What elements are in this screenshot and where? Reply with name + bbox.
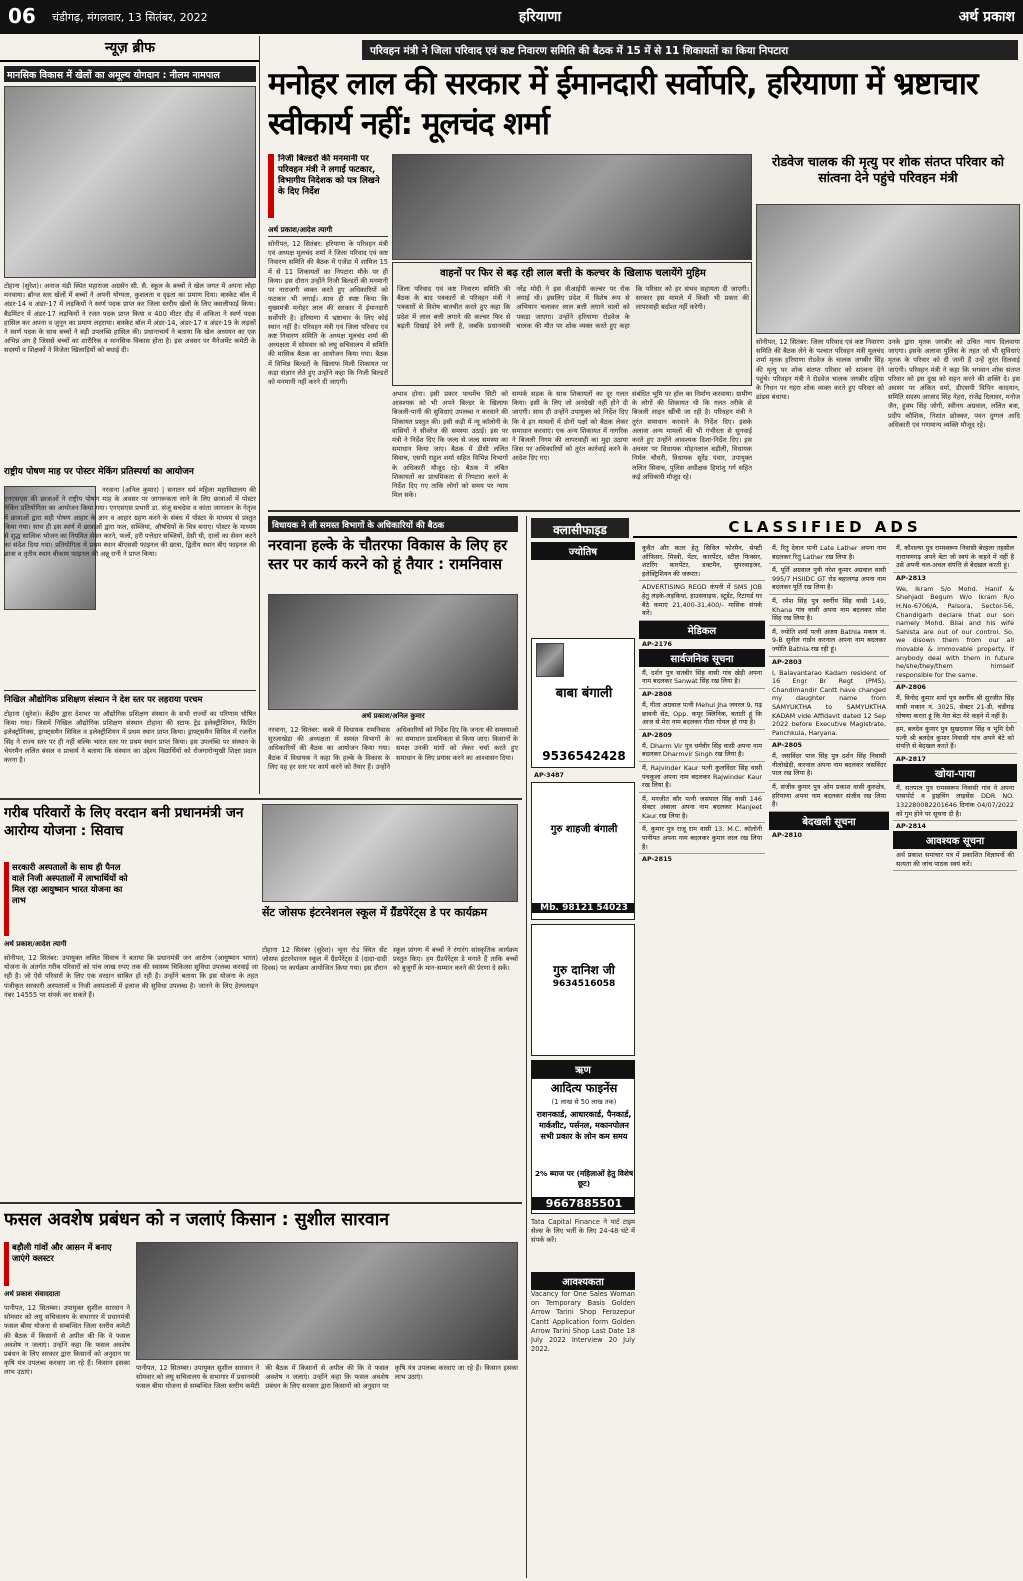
ayushman-headline: गरीब परिवारों के लिए वरदान बनी प्रधानमंत्री जन आरोग्य योजना : सिवाच	[4, 805, 244, 839]
aditya-finance-ad	[531, 1078, 635, 1214]
classified-item: मैं, संजीव कुमार पुत्र ओम प्रकाश वासी कुरुक्षेत्र, हरियाणा अपना नाम बदलकर संजीव रख लिया है।	[769, 781, 889, 812]
baba-bangali-ad	[531, 638, 635, 768]
classified-item: मैं, रमेश सिंह पुत्र स्वर्गीय सिंह वासी 149, Khana गांव वासी अपना नाम बदलकर रमेश सिंह रख लिया है।	[769, 595, 889, 626]
aditya-range: (1 लाख से 50 लाख तक)	[551, 1098, 617, 1106]
meeting-photo	[392, 154, 752, 260]
baba-phone: 9536542428	[542, 749, 626, 763]
roadways-body1: सोनीपत, 12 सितंबर: जिला परिवाद एवं कष्ट निवारण समिति की बैठक लेने के पश्चात परिवहन मंत्री मूलचंद शर्मा मृतक हरियाणा रोडवेज के चालक जगबीर सिंह की मृत्यु पर शोक संतप्त परिवार को सांत्वना देने पहुंचे। परिवहन मंत्री ने रोडवेज चालक जगबीर दहिया के निधन पर गहरा शोक व्यक्त करते हुए परिवार को ढांढस बंधाया।	[756, 338, 884, 402]
ad-code: AP-2806	[896, 683, 926, 692]
classified-item: मैं, पूर्ति अग्रवाल पुत्री नरेश कुमार अग्रवाल वासी 995/7 HSIIDC GT रोड बहालगढ़ अपना नाम बदलकर पूर्ति रख लिया है।	[769, 564, 889, 595]
public-notice-heading: सार्वजनिक सूचना	[639, 649, 765, 667]
parali-headline: फसल अवशेष प्रबंधन को न जलाएं किसान : सुशील सारवान	[4, 1210, 390, 1230]
narwana-kicker: विधायक ने ली समस्त विभागों के अधिकारियों की बैठक	[268, 516, 518, 532]
ad-code: AP-3487	[534, 771, 564, 779]
school-body: टोहाना 12 सितंबर (सुरेश)। भूना रोड स्थित सेंट जोसफ इंटरनेशनल स्कूल में ग्रैंडपेरेंट्स डे (दादा-दादी दिवस) पर कार्यक्रम आयोजित किया गया। इस दौरान स्कूल प्रांगण में बच्चों ने रंगारंग सांस्कृतिक कार्यक्रम प्रस्तुत किए। हम ग्रैंडपेरेंट्स डे मनाते हैं ताकि बच्चों को बुजुर्गों के मान-सम्मान करने की प्रेरणा दे सकें।	[262, 946, 518, 973]
ad-code: AP-2805	[772, 741, 802, 750]
aditya-phone: 9667885501	[532, 1197, 635, 1210]
classified-item: मैं, Rajvinder Kaur पत्नी कुलविंदर सिंह वासी पंचकुला अपना नाम बदलकर Rajwinder Kaur रख लिया है।	[639, 762, 765, 793]
lal-batti-body: जिला परिवाद एवं कष्ट निवारण समिति की बैठक के बाद पत्रकारों से परिवहन मंत्री ने पत्रकारों से विशेष बातचीत करते हुए कहा कि प्रदेश में लाल बत्ती लगाने की कल्चर फिर से बढ़ती दिखाई देने लगी है, जबकि प्रधानमंत्री नरेंद्र मोदी ने इस वीआईपी कल्चर पर रोक लगाई थी। इसलिए प्रदेश में विशेष रूप से अभियान चलाकर लाल बत्ती लगाने वालों को पकड़ा जाएगा। उन्होंने हरियाणा रोडवेज के चालक की मौत पर शोक व्यक्त करते हुए कहा कि परिवार को हर संभव सहायता दी जाएगी। सरकार इस मामले में किसी भी प्रकार की लापरवाही बर्दाश्त नहीं करेगी।	[397, 285, 749, 330]
dateline: चंडीगढ़, मंगलवार, 13 सितंबर, 2022	[52, 11, 208, 24]
parali-meeting-photo	[136, 1242, 518, 1360]
baba-name: बाबा बंगाली	[555, 686, 613, 701]
classified-item: मैं, गीता अग्रवाल पत्नी Mehul Jha जनरल 9, गढ़ छावनी सेंट, Opp. कपूर क्लिनिक, बताती हूं कि आज से मेरा नाम बदलकर गीता गोयल हो गया है।	[639, 699, 765, 730]
ayushman-body: सोनीपत, 12 सितंबर: उपायुक्त ललित सिवाच ने बताया कि प्रधानमंत्री जन आरोग्य (आयुष्मान भारत) योजना के अंतर्गत गरीब परिवारों को पांच लाख रुपए तक की स्वास्थ्य चिकित्सा सुविधा उपलब्ध करवाई जा रही है। जो ऐसे परिवारों के लिए एक वरदान साबित हो रही है। उन्होंने बताया कि इस योजना के तहत पंजीकृत सरकारी अस्पतालों व निजी अस्पतालों में इलाज की सुविधा उपलब्ध है। जानने के लिए हेल्पलाइन नंबर 14555 पर संपर्क कर सकते हैं।	[4, 954, 258, 999]
news-brief-label: न्यूज़ ब्रीफ	[0, 38, 260, 62]
loan-heading: ऋण	[531, 1060, 635, 1078]
condolence-photo	[756, 204, 1020, 334]
story1-body: टोहाना (सुरेश)। अनाज मंडी स्थित महाराजा अग्रसेन सी. सै. स्कूल के बच्चों ने खेल जगत में अपना लोहा मनवाया। ब्रॉन्ज स्तर खेलों में बच्चों ने अपनी योग्यता, कुशलता व दृढ़ता का प्रमाण दिया। बास्केट बॉल में अंडर-14 व अंडर-17 में लड़कियों ने स्वर्ण पदक प्राप्त कर जिला स्तरीय खेलों के लिए क्वालीफाई किया। बैडमिंटन में अंडर-17 लड़कियों ने रजत पदक प्राप्त किया व 400 मीटर दौड़ में अंकिता ने स्वर्ण पदक हासिल कर अपना व जुनून का प्रमाण लहराया। बास्केट बॉल में अंडर-14, अंडर-17 व अंडर-19 के लड़कों ने स्वर्ण पदक के साथ बच्चों ने बड़ी उपलब्धि हासिल की। प्रधानाचार्य ने बताया कि खेल अध्ययन का एक अभिन्न अंग है जिससे बच्चों का शारीरिक व मानसिक विकास होता है। इस अवसर पर मैनेजमेंट कमेटी के सदस्यों व शिक्षकों ने विजेता खिलाड़ियों को बधाई दी।	[4, 282, 256, 355]
ad-code: AP-2813	[896, 573, 926, 582]
divider	[0, 798, 522, 800]
classified-item: मैं, ज्योति शर्मा पत्नी अजय Bathla मकान नं. 9-B सुनील गार्डन करनाल अपना नाम बदलकर ज्योति Bathla रख रही हूं।	[769, 626, 889, 657]
vacancy-heading: आवश्यकता	[531, 1272, 635, 1290]
parali-kicker: बड़ौली गांवों और आसन में बनाए जाएंगे क्लस्टर	[4, 1242, 130, 1286]
divider	[4, 690, 256, 691]
classified-item: मैं, विनोद कुमार शर्मा पुत्र स्वर्गीय श्री सुरजीत सिंह वासी मकान नं. 3025, सेक्टर 21-डी, चंडीगढ़ घोषणा करता हूं कि मेरा बेटा मेरे कहने में नहीं है।	[893, 692, 1017, 723]
narwana-byline: अर्थ प्रकाश/अनिल कुमार	[361, 712, 425, 720]
main-body-col2: अभाव होना। इसी प्रकार पाथमेंच सिटी को आवश्यक को भी अपने बिल्डर के खिलाफ बिजली-पानी की सुविधाएं उपलब्ध न करवाने की शिकायत प्रस्तुत की। इसी कड़ी में न्यू कॉलोनी के वासियों ने सीवरेज की समस्या उठाई। इस पर मंत्री ने निर्देश दिए कि जल्द से जल्द समस्या का समाधान किया जाए। बैठक में डीसी ललित सिवाच, एसपी राहुल शर्मा सहित विभिन्न विभागों के अधिकारी मौजूद रहे। बैठक में लंबित शिकायतों का प्राथमिकता से निपटारा करने के निर्देश दिए गए ताकि लोगों को समय पर न्याय मिल सके।	[392, 390, 508, 500]
classified-section	[526, 516, 1020, 1578]
roadways-headline: रोडवेज चालक की मृत्यु पर शोक संतप्त परिवार को सांत्वना देने पहुंचे परिवहन मंत्री	[772, 154, 1004, 185]
page-number: 06	[8, 4, 36, 28]
grandparents-day-photo	[262, 804, 518, 902]
classified-item: मैं, Dharm Vir पुत्र धर्मवीर सिंह वासी अपना नाम बदलकर Dharmvir Singh रख लिया है।	[639, 740, 765, 762]
builder-sidebar-headline: निजी बिल्डरों की मनमानी पर परिवहन मंत्री ने लगाई फटकार, विभागीय निदेशक को पत्र लिखने के दिए निर्देश	[268, 154, 388, 218]
tata-capital-ad: Tata Capital Finance ने पार्ट टाइम सेल्स के लिए भर्ती के लिए 24-48 घंटे में संपर्क करें।	[531, 1218, 635, 1245]
ad-code: AP-2176	[642, 639, 672, 648]
section-name: हरियाणा	[518, 9, 562, 25]
classified-hindi-title: क्लासीफाइड	[531, 518, 629, 538]
aditya-loan-types: राशनकार्ड, आधारकार्ड, पैनकार्ड, मार्कशीट, पर्सनल, मकानपोलन सभी प्रकार के लोन कम समय	[536, 1110, 632, 1141]
top-banner: परिवहन मंत्री ने जिला परिवाद एवं कष्ट निवारण समिति की बैठक में 15 में से 11 शिकायतों का किया निपटारा	[362, 40, 1018, 60]
vacancy-ad: Vacancy for One Sales Woman on Temporary Basis Golden Arrow Tarini Shop Ferozepur Cantt Application form Golden Arrow Tarini Shop Last Date 18 July 2022 Interview 20 July 2022.	[531, 1290, 635, 1354]
classified-item: मैं, रितु देवान पत्नी Late Lather अपना नाम बदलकर रितु Lather रख लिया है।	[769, 542, 889, 564]
story1-headline: मानसिक विकास में खेलों का अमूल्य योगदान : नीलम नामपाल	[4, 66, 256, 82]
aditya-rate: 2% ब्याज पर (महिलाओं हेतु विशेष छूट)	[534, 1169, 634, 1188]
classified-item: कुवैत और कतर हेतु सिविल फोरमैन, सेफ्टी ऑफिसर, मिस्त्री, पेंटर, कारपेंटर, स्टील फिक्सर, शटरिंग कारपेंटर, डक्टमैन, सुपरवाइजर, इलेक्ट्रिशियन की जरूरत।	[639, 542, 765, 581]
classified-item: ADVERTISING REGD कंपनी में SMS JOB हेतु लड़के-लड़कियां, हाउसवाइफ, स्टूडेंट, रिटायर्ड घर बैठे कमाएं 21,400-31,400/- मासिक संपर्क करें।	[639, 581, 765, 620]
main-headline: मनोहर लाल की सरकार में ईमानदारी सर्वोपरि, हरियाणा में भ्रष्टाचार स्वीकार्य नहीं: मूलचंद शर्मा	[268, 66, 978, 142]
classified-item: मैं, कुमार पुत्र राजू राम वासी 13. M.C. कॉलोनी पानीपत अपना नाम बदलकर कुमार लाल रख लिया है।	[639, 823, 765, 854]
classified-item: मैं, मनजीत कौर पत्नी जसपाल सिंह वासी 146 सेक्टर अंबाला अपना नाम बदलकर Manjeet Kaur रख लिया है।	[639, 793, 765, 824]
divider	[0, 1202, 522, 1204]
ad-code: AP-2810	[772, 830, 802, 839]
main-body-col1: सोनीपत, 12 सितंबर: हरियाणा के परिवहन मंत्री एवं अध्यक्ष मूलचंद शर्मा ने जिला परिवाद एवं कष्ट निवारण समिति की बैठक में एजेंडा में शामिल 15 में से 11 शिकायतों का निपटारा मौके पर ही किया। इस दौरान उन्होंने निजी बिल्डरों की मनमानी पर नाराजगी व्यक्त करते हुए अधिकारियों को फटकार भी लगाई। साथ ही स्पष्ट किया कि मुख्यमंत्री मनोहर लाल की सरकार में ईमानदारी सर्वोपरि है। हरियाणा में भ्रष्टाचार के लिए कोई स्थान नहीं है। परिवहन मंत्री एवं जिला परिवाद एवं कष्ट निवारण समिति के अध्यक्ष मूलचंद शर्मा की अध्यक्षता में सोमवार को लघु सचिवालय में समिति की मासिक बैठक का आयोजन किया गया। बैठक में विभिन्न बिल्डरों के खिलाफ मिली शिकायत पर कड़ा संज्ञान लेते हुए उन्होंने कहा कि निजी बिल्डरों को मनमानी नहीं करने दी जाएगी।	[268, 240, 388, 387]
parali-body-cont: पानीपत, 12 सितम्बर। उपायुक्त सुशील सारवान ने सोमवार को लघु सचिवालय के सभागार में प्रधानमंत्री फसल बीमा योजना से सम्बन्धित जिला स्तरीय कमेटी की बैठक में किसानों से अपील की कि वे फसल अवशेष न जलाएं। उन्होंने कहा कि फसल अवशेष प्रबंधन के लिए सरकार द्वारा किसानों को अनुदान पर कृषि यंत्र उपलब्ध करवाए जा रहे हैं। किसान इसका लाभ उठाएं।	[136, 1364, 518, 1391]
paper-name: अर्थ प्रकाश	[958, 9, 1015, 25]
medical-heading: मेडिकल	[639, 621, 765, 639]
lost-found-heading: खोया-पाया	[893, 764, 1017, 782]
roadways-body2: उनके द्वारा मृतक जगबीर को उचित न्याय दिलवाया जाएगा। इसके अलावा पुलिस के तहत जो भी सुविधाएं मृतक के परिवार को दी जानी हैं उन्हें तुरंत दिलवाई जाएंगी। परिवहन मंत्री ने कहा कि भगवान शोक संतप्त परिवार को इस दुख को सहन करने की शक्ति दे। इस अवसर पर अंकित वर्मा, डीएसपी विपिन कादयान, समिति सदस्य आजाद सिंह नेहरा, राजेंद्र दिलावर, मनोज जैन, हुक्म सिंह जोगी, स्वीनय अग्रवाल, ललित बत्रा, प्रदीप कौशिक, निशांत छोक्कर, पवन दुग्गल आदि अधिकारी एवं गणमान्य व्यक्ति मौजूद रहे।	[888, 338, 1020, 429]
jyotish-heading: ज्योतिष	[531, 542, 635, 560]
lal-batti-box	[392, 262, 752, 386]
story3-body: टोहाना (सुरेश)। केंद्रीय द्वारा देशभर पर औद्योगिक प्रशिक्षण संस्थान के सभी राज्यों का परिणाम घोषित किया गया। जिसमें निखिल औद्योगिक प्रशिक्षण संस्थान टोहाना की स्टाफ ट्रेड इलेक्ट्रीशियन, फिटिंग इलेक्ट्रॉनिक्स, ड्राफ्ट्समैन सिविल व इलेक्ट्रीशियन में प्रथम स्थान प्राप्त किया। ड्राफ्ट्समैन सिविल में रजनीत सिंह ने राज्य स्तर पर ही नहीं बल्कि भारत स्तर पर प्रथम स्थान प्राप्त किया। इस उपलब्धि पर संस्थान के चेयरमैन ललित बंसल व प्राचार्य ने बताया कि संस्थान का उद्देश्य विद्यार्थियों को रोजगारोन्मुखी शिक्षा प्रदान करना है।	[4, 710, 256, 765]
ad-code: AP-2817	[896, 754, 926, 763]
guru-shahji-phone: Mb. 98121 54023	[532, 903, 635, 913]
classified-item: अर्थ प्रकाश समाचार पत्र में प्रकाशित विज्ञापनों की सत्यता की जांच पाठक स्वयं करें।	[893, 849, 1017, 871]
narwana-meeting-photo	[268, 594, 518, 710]
classified-col-jyotish	[531, 542, 635, 1576]
parali-body: पानीपत, 12 सितम्बर। उपायुक्त सुशील सारवान ने सोमवार को लघु सचिवालय के सभागार में प्रधानमंत्री फसल बीमा योजना से सम्बन्धित जिला स्तरीय कमेटी की बैठक में किसानों से अपील की कि वे फसल अवशेष न जलाएं। उन्होंने कहा कि फसल अवशेष प्रबंधन के लिए सरकार द्वारा किसानों को अनुदान पर कृषि यंत्र उपलब्ध करवाए जा रहे हैं। किसान इसका लाभ उठाएं।	[4, 1304, 130, 1377]
eviction-heading: बेदखली सूचना	[769, 812, 889, 830]
masthead	[0, 0, 1023, 34]
classified-col-name-change	[769, 542, 889, 1576]
important-notice-heading: आवश्यक सूचना	[893, 831, 1017, 849]
guru-danish-phone: 9634516058	[552, 979, 616, 989]
ad-code: AP-2809	[642, 730, 672, 739]
classified-col-eviction	[893, 542, 1017, 1576]
guru-shahji-name: गुरु शाहजी बंगाली	[550, 824, 618, 835]
baba-portrait	[536, 643, 564, 677]
story2-headline: राष्ट्रीय पोषण माह पर पोस्टर मेकिंग प्रतिस्पर्धा का आयोजन	[4, 467, 194, 477]
main-body-col4: संबंधित भूमि पर हॉल का निर्माण करवाया। ग्रामीण के लोगों की शिकायत थी कि गलत तरीके से बिजली लाइन खींची जा रही है। परिवहन मंत्री ने तुरंत समाधान करवाने के निर्देश दिए। इसके अलावा अन्य मामलों की भी गंभीरता से सुनवाई करते हुए उन्होंने आवश्यक दिशा-निर्देश दिए। इस अवसर पर विधायक मोहनलाल बड़ौली, विधायक निर्मल चौधरी, विधायक सुरेंद्र पंवार, उपायुक्त ललित सिवाच, पुलिस अधीक्षक हिमांशु गर्ग सहित कई अधिकारी मौजूद रहे।	[632, 390, 752, 481]
ayushman-kicker: सरकारी अस्पतालों के साथ ही पैनल वाले निजी अस्पतालों में लाभार्थियों को मिल रहा आयुष्मान भारत योजना का लाभ	[4, 862, 130, 936]
aditya-name: आदित्य फाइनेंस	[550, 1081, 618, 1095]
story3-headline: निखिल औद्योगिक प्रशिक्षण संस्थान ने देश स्तर पर लहराया परचम	[4, 694, 203, 704]
classified-english-title: CLASSIFIED ADS	[633, 518, 1017, 538]
narwana-headline: नरवाना हल्के के चौतरफा विकास के लिए हर स्तर पर कार्य करने को हूं तैयार : रामनिवास	[268, 537, 508, 573]
ayushman-byline: अर्थ प्रकाश/आदेश त्यागी	[4, 940, 67, 948]
main-byline: अर्थ प्रकाश/आदेश त्यागी	[268, 225, 388, 237]
classified-item: We, Ikram S/o Mohd. Hanif & Shehjadi Begum W/o Ikram R/o H.No-6706/A, Palsora, Sector-56, Chandigarh declare that our son namely Mohd. Bilal and his wife Sahista are out of our control. So, we disown them from our all movable & immovable property. If anybody deal with them in future he/she/they/them himself responsible for the same.	[893, 583, 1017, 683]
news-brief-column	[0, 36, 260, 794]
parali-byline: अर्थ प्रकाश संवाददाता	[4, 1290, 61, 1298]
divider	[268, 510, 1020, 512]
classified-col-notices	[639, 542, 765, 1576]
classified-item: मैं, जसविंदर पाल सिंह पुत्र दर्शन सिंह निवासी नीलोखेड़ी, करनाल अपना नाम बदलकर जसविंदर पाल रख लिया है।	[769, 750, 889, 781]
ad-code: AP-2814	[896, 822, 926, 831]
classified-item: हम, बलदेव कुमार पुत्र सुखदयाल सिंह व भूमि देवी पत्नी श्री बलदेव कुमार निवासी गांव अपने बेटे को संपत्ति से बेदखल करते हैं।	[893, 723, 1017, 754]
classified-item: मैं, कौशल्या पुत्र रामस्वरूप निवासी बेरहला तहसील नारायणगढ़ अपने बेटा जो स्वयं के कहने में नहीं है उसे अपनी चल-अचल संपत्ति से बेदखल करती हूं।	[893, 542, 1017, 573]
guru-danish-ad	[531, 924, 635, 1056]
classified-item: मैं, सतपाल पुत्र रामस्वरूप निवासी गांव ने अपना पासपोर्ट व ड्राइविंग लाइसेंस DDR NO. 132280082201646 दिनांक 04/07/2022 को गुम होने पर सूचना दी है।	[893, 782, 1017, 821]
story2-body: नरवाना (अनिल कुमार) | सनातन धर्म महिला महाविद्यालय की एनएसएस की छात्राओं ने राष्ट्रीय पोषण माह के अवसर पर जागरूकता लाने के लिए छात्राओं में पोस्टर मेकिंग प्रतियोगिता का आयोजन किया गया। एनएसएस प्रभारी डा. संजू सचदेवा व कांता जागलान के नेतृत्व में छात्राओं द्वारा सही पोषण आहार के ज्ञान व आहार ग्रहण करने के संबंध में पोस्टर के माध्यम से प्रस्तुत किया गया। साथ ही इस स्वर्ण में छात्राओं द्वारा फल, सब्जियां, औषधियों के चित्र बनाए। पोस्टर के माध्यम से शुद्ध सात्विक भोजन का नियमित सेवन करने, फलों, हरी पत्तेदार सब्जियों, देसी घी, दालों का सेवन करने का संदेश दिया गया। प्रतियोगिता में प्रथम स्थान बीएससी फाइनल की छात्रा, द्वितीय स्थान बीए फाइनल की छात्रा व तृतीय स्थान बीकाम फाइनल की अन्नू रानी ने प्राप्त किया।	[4, 486, 256, 559]
classified-item: मैं, दर्शन पुत्र सतबीर सिंह वासी गांव खेड़ी अपना नाम बदलकर Sanwat सिंह रख लिया है।	[639, 667, 765, 689]
main-body-col3: सम्पर्क सड़क के साथ शिकायतों का दूर गलत किया। इसी के लिए जो अनदेखी नहीं होने दी जाएगी। साथ ही उन्होंने उपायुक्त को निर्देश दिए कि वे इन मामलों में दोनों पक्षों को बैठक लेकर समाधान करवाएं। एक अन्य शिकायत में नागरिक ने बिजली निगम की लापरवाही का मुद्दा उठाया जिस पर अधिकारियों को तुरंत कार्रवाई करने के आदेश दिए गए।	[512, 390, 628, 463]
lal-batti-headline: वाहनों पर फिर से बढ़ रही लाल बत्ती के कल्चर के खिलाफ चलायेंगे मुहिम	[440, 268, 706, 279]
guru-shahji-ad	[531, 782, 635, 920]
narwana-body: नरवाना, 12 सितंबर: कस्बे में विधायक रामनिवास सुरजाखेड़ा की अध्यक्षता में समस्त विभागों के अधिकारियों की बैठक का आयोजन किया गया। बैठक में विधायक ने कहा कि हल्के के विकास के लिए वह हर स्तर पर कार्य करने को तैयार हैं। उन्होंने अधिकारियों को निर्देश दिए कि जनता की समस्याओं का समाधान प्राथमिकता से किया जाए। किसानों के समक्ष उनकी मांगों को लेकर चर्चा करते हुए समाधान के लिए प्रयास करने का आश्वासन दिया।	[268, 726, 518, 771]
guru-danish-name: गुरु दानिश जी	[553, 963, 615, 977]
ad-code: AP-2815	[642, 855, 672, 864]
sports-students-photo	[4, 86, 256, 278]
ad-code: AP-2803	[772, 657, 802, 666]
school-headline: सेंट जोसफ इंटरनेशनल स्कूल में ग्रैंडपेरेंट्स डे पर कार्यक्रम	[262, 906, 488, 919]
ad-code: AP-2808	[642, 689, 672, 698]
classified-item: I, Balavantarao Kadam resident of 16 Engr Br Regt (PMS), Chandimandir Cantt have changed my daughter name from SAMYUKTHA to SAMYUKTHA KADAM vide Affidavit dated 12 Sep 2022 before Executive Magistrate, Panchkula, Haryana.	[769, 667, 889, 741]
